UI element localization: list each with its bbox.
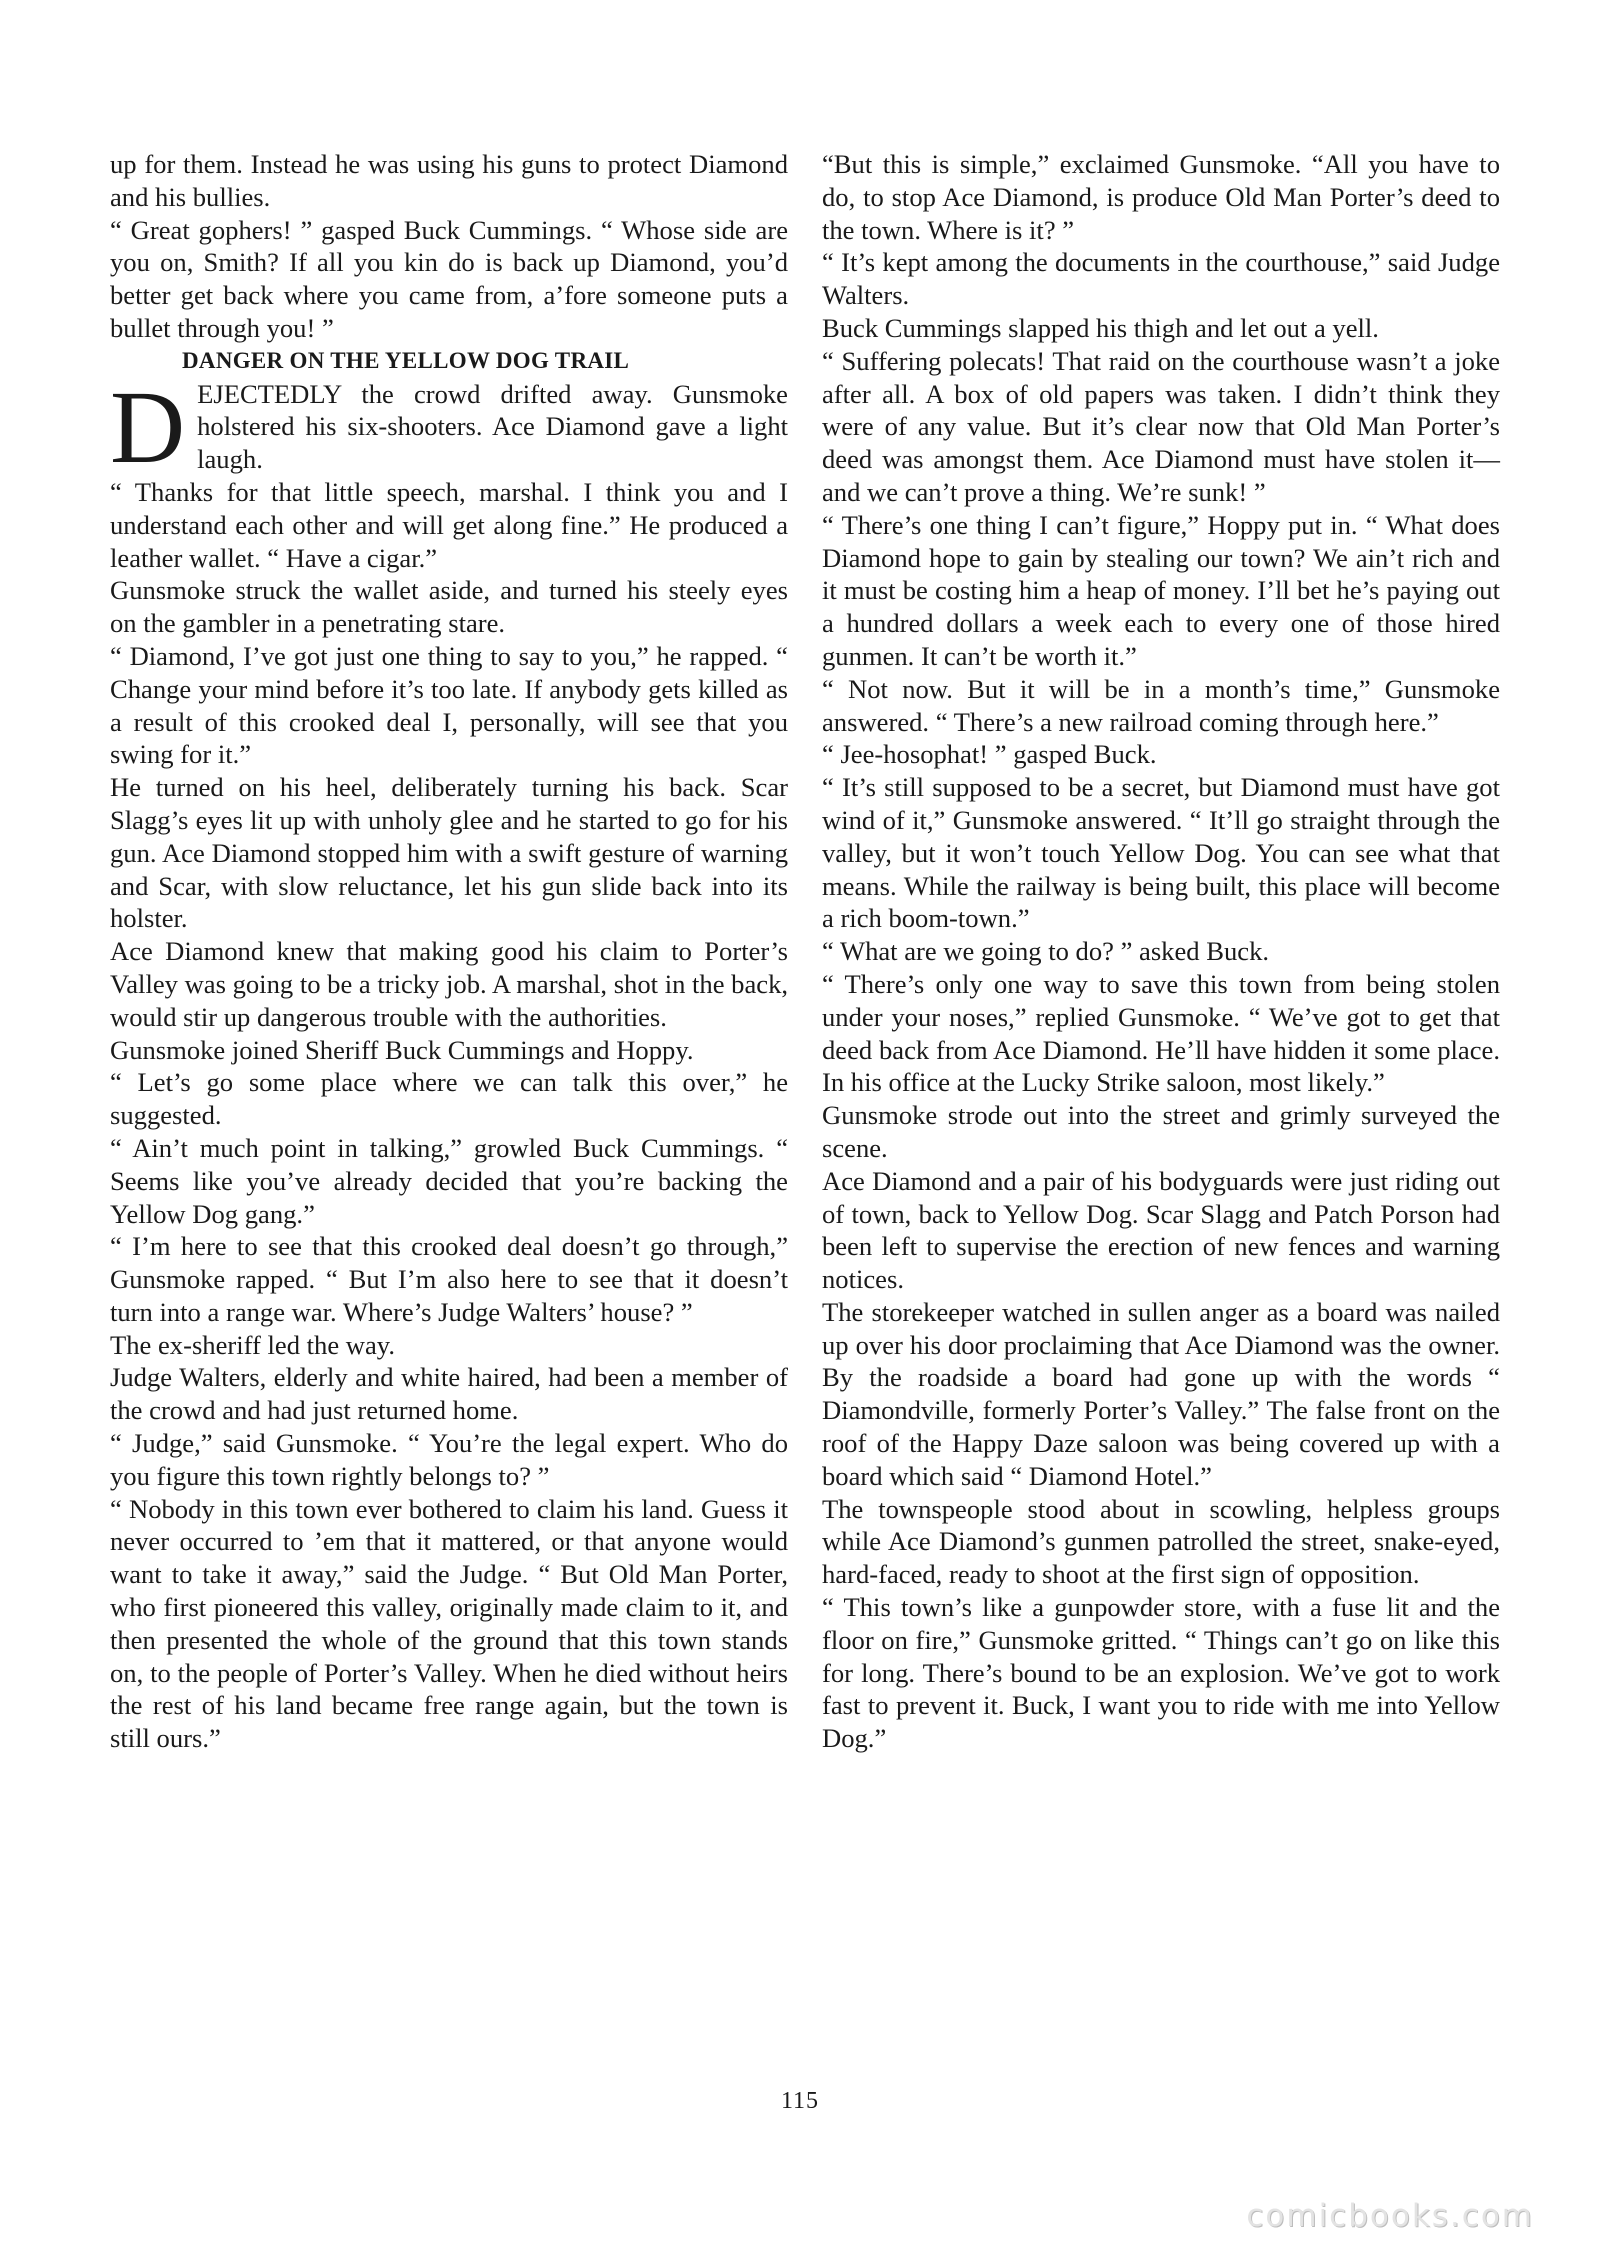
paragraph: “ There’s only one way to save this town from being stolen under your noses,” replied Gunsmoke. “ We’ve got to get that deed back from Ace Diamond. He’ll have hidden it some place. In his office at the Lucky Strike saloon, most likely.” <box>822 968 1500 1098</box>
paragraph: “ I’m here to see that this crooked deal doesn’t go through,” Gunsmoke rapped. “ But I’m also here to see that it doesn’t turn into a range war. Where’s Judge Walters’ house? ” <box>110 1231 788 1327</box>
watermark: comicbooks.com <box>1246 2198 1534 2234</box>
paragraph: He turned on his heel, deliberately turning his back. Scar Slagg’s eyes lit up with unholy glee and he started to go for his gun. Ace Diamond stopped him with a swift gesture of warning and Scar, with slow reluctance, let his gun slide back into its holster. <box>110 772 788 934</box>
paragraph: Judge Walters, elderly and white haired, had been a member of the crowd and had just returned home. <box>110 1362 788 1426</box>
dropcap-paragraph <box>110 369 788 485</box>
paragraph: The ex-sheriff led the way. <box>110 1329 396 1360</box>
dropcap-paragraph-text: EJECTEDLY the crowd drifted away. Gunsmoke holstered his six-shooters. Ace Diamond gave a light laugh. <box>197 378 788 475</box>
paragraph: Ace Diamond and a pair of his bodyguards were just riding out of town, back to Yellow Dog. Scar Slagg and Patch Porson had been left to supervise the erection of new fences and warning notices. <box>822 1165 1500 1295</box>
paragraph: “ Ain’t much point in talking,” growled Buck Cummings. “ Seems like you’ve already decided that you’re backing the Yellow Dog gang.” <box>110 1132 788 1229</box>
paragraph: “ Suffering polecats! That raid on the courthouse wasn’t a joke after all. A box of old papers was taken. I didn’t think they were of any value. But it’s clear now that Old Man Porter’s deed was amongst them. Ace Diamond must have stolen it—and we can’t prove a thing. We’re sunk! ” <box>822 345 1500 507</box>
left-column <box>110 148 788 1755</box>
paragraph: up for them. Instead he was using his guns to protect Diamond and his bullies. <box>110 149 788 212</box>
paragraph: “ Thanks for that little speech, marshal. I think you and I understand each other and will get along fine.” He produced a leather wallet. “ Have a cigar.” <box>110 476 788 573</box>
paragraph: “But this is simple,” exclaimed Gunsmoke. “All you have to do, to stop Ace Diamond, is produce Old Man Porter’s deed to the town. Where is it? ” <box>822 149 1500 245</box>
paragraph: “ Nobody in this town ever bothered to claim his land. Guess it never occurred to ’em that it mattered, or that anyone would want to take it away,” said the Judge. “ But Old Man Porter, who first pioneered this valley, originally made claim to it, and then presented the whole of the ground that this town stands on, to the people of Porter’s Valley. When he died without heirs the rest of his land became free range again, but the town is still ours.” <box>110 1493 788 1754</box>
paragraph: Gunsmoke struck the wallet aside, and turned his steely eyes on the gambler in a penetrating stare. <box>110 575 788 639</box>
paragraph: “ It’s kept among the documents in the courthouse,” said Judge Walters. <box>822 247 1500 311</box>
right-column <box>822 148 1500 1755</box>
paragraph: Gunsmoke strode out into the street and grimly surveyed the scene. <box>822 1100 1500 1163</box>
section-heading: DANGER ON THE YELLOW DOG TRAIL <box>182 347 630 373</box>
paragraph: “ There’s one thing I can’t figure,” Hoppy put in. “ What does Diamond hope to gain by stealing our town? We ain’t rich and it must be costing him a heap of money. I’ll bet he’s paying out a hundred dollars a week each to every one of those hired gunmen. It can’t be worth it.” <box>822 509 1500 671</box>
paragraph: “ Not now. But it will be in a month’s time,” Gunsmoke answered. “ There’s a new railroad coming through here.” <box>822 673 1500 737</box>
paragraph: “ Great gophers! ” gasped Buck Cummings. “ Whose side are you on, Smith? If all you kin do is back up Diamond, you’d better get back where you came from, a’fore someone puts a bullet through you! ” <box>110 214 788 343</box>
paragraph: Buck Cummings slapped his thigh and let out a yell. <box>822 312 1379 343</box>
drop-cap: D <box>110 369 186 485</box>
paragraph: The townspeople stood about in scowling, helpless groups while Ace Diamond’s gunmen patrolled the street, snake-eyed, hard-faced, ready to shoot at the first sign of opposition. <box>822 1493 1500 1590</box>
paragraph: “ Judge,” said Gunsmoke. “ You’re the legal expert. Who do you figure this town rightly belongs to? ” <box>110 1428 788 1491</box>
paragraph: “ What are we going to do? ” asked Buck. <box>822 936 1270 967</box>
paragraph: “ This town’s like a gunpowder store, with a fuse lit and the floor on fire,” Gunsmoke gritted. “ Things can’t go on like this for long. There’s bound to be an explosion. We’ve got to work fast to prevent it. Buck, I want you to ride with me into Yellow Dog.” <box>822 1592 1500 1754</box>
page-number: 115 <box>780 2088 820 2114</box>
paragraph: “ Diamond, I’ve got just one thing to say to you,” he rapped. “ Change your mind before it’s too late. If anybody gets killed as a result of this crooked deal I, personally, will see that you swing for it.” <box>110 640 788 770</box>
paragraph: The storekeeper watched in sullen anger as a board was nailed up over his door proclaiming that Ace Diamond was the owner. By the roadside a board had gone up with the words “ Diamondville, formerly Porter’s Valley.” The false front on the roof of the Happy Daze saloon was being covered up with a board which said “ Diamond Hotel.” <box>822 1296 1500 1491</box>
paragraph: “ It’s still supposed to be a secret, but Diamond must have got wind of it,” Gunsmoke answered. “ It’ll go straight through the valley, but it won’t touch Yellow Dog. You can see what that means. While the railway is being built, this place will become a rich boom-town.” <box>822 772 1500 934</box>
paragraph: “ Jee-hosophat! ” gasped Buck. <box>822 739 1157 770</box>
paragraph: Ace Diamond knew that making good his claim to Porter’s Valley was going to be a tricky job. A marshal, shot in the back, would stir up dangerous trouble with the authorities. <box>110 936 789 1032</box>
paragraph: “ Let’s go some place where we can talk this over,” he suggested. <box>110 1067 788 1131</box>
paragraph: Gunsmoke joined Sheriff Buck Cummings and Hoppy. <box>110 1034 694 1065</box>
